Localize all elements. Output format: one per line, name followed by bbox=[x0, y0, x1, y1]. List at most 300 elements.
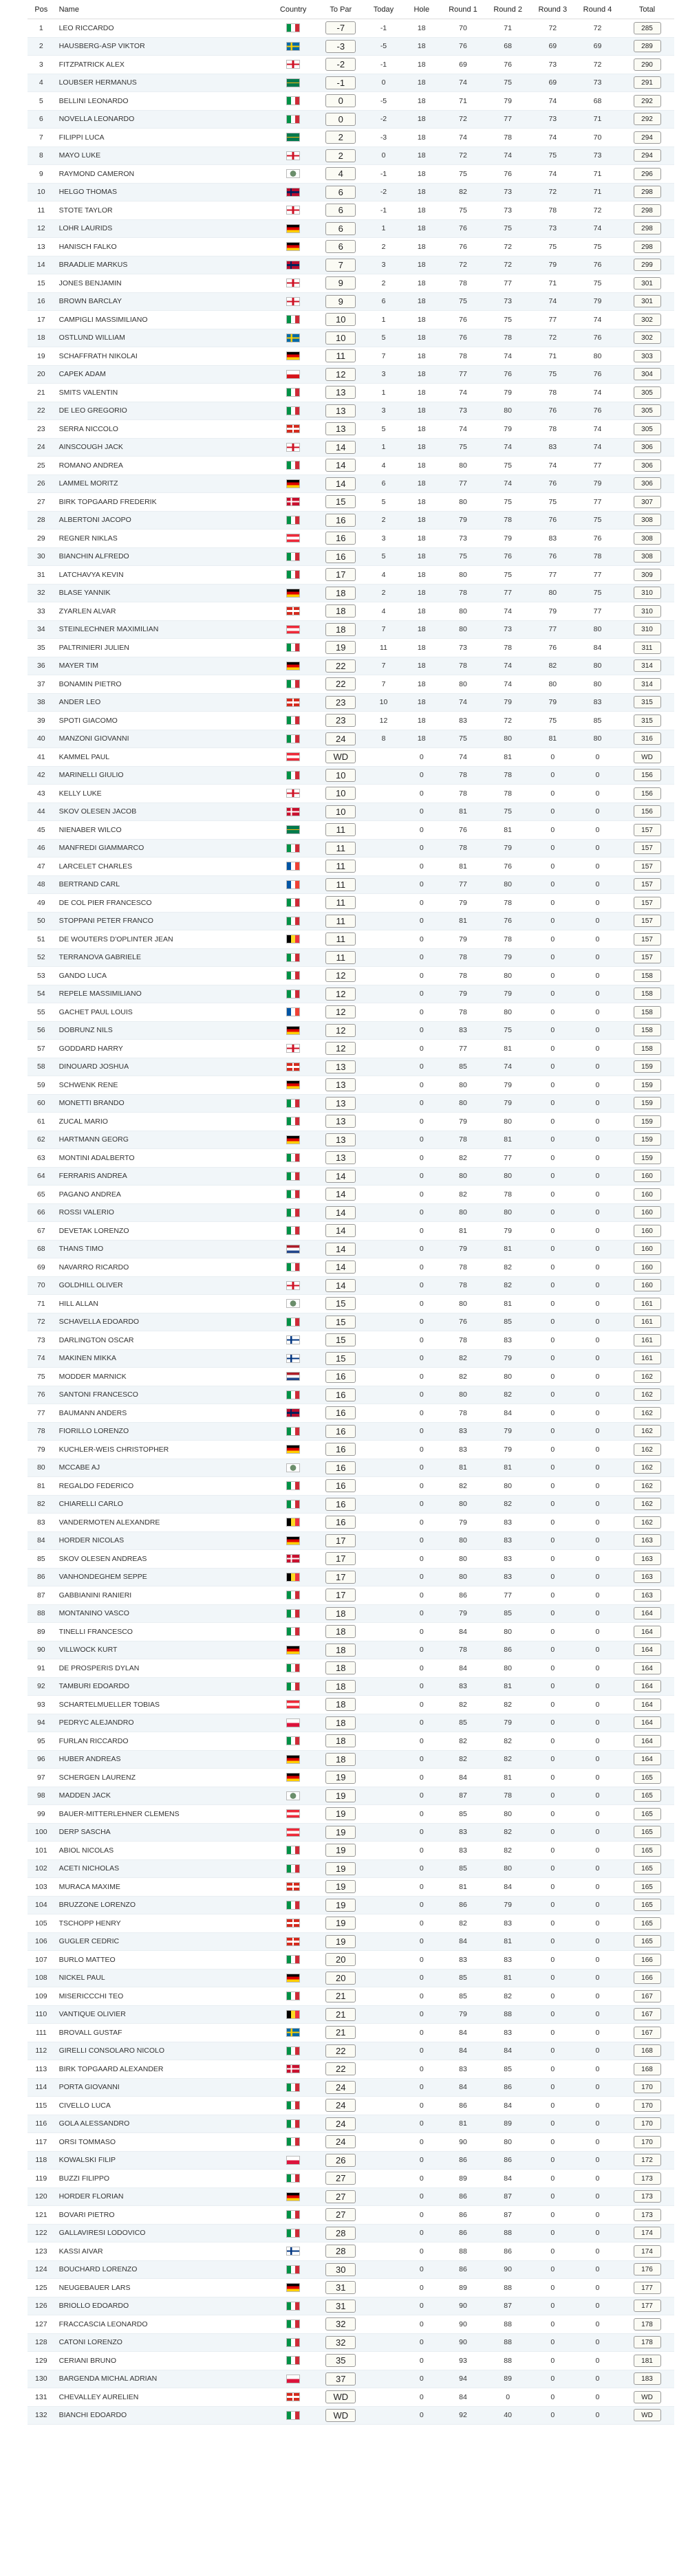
table-row[interactable] bbox=[28, 2115, 674, 2134]
player-name[interactable]: MADDEN JACK bbox=[58, 1791, 111, 1800]
table-row[interactable] bbox=[28, 949, 674, 968]
hole-count: 0 bbox=[419, 1518, 424, 1527]
table-row[interactable] bbox=[28, 1787, 674, 1806]
player-name[interactable]: TSCHOPP HENRY bbox=[58, 1919, 121, 1928]
player-name[interactable]: BROWN BARCLAY bbox=[58, 297, 122, 306]
player-name[interactable]: MANFREDI GIAMMARCO bbox=[58, 844, 144, 853]
player-name[interactable]: SPOTI GIACOMO bbox=[58, 716, 118, 725]
header-round-2[interactable]: Round 2 bbox=[493, 5, 522, 14]
table-row[interactable] bbox=[28, 1222, 674, 1241]
table-row[interactable] bbox=[28, 712, 674, 730]
table-row[interactable] bbox=[28, 238, 674, 256]
player-name[interactable]: VANHONDEGHEM SEPPE bbox=[58, 1573, 147, 1582]
table-row[interactable] bbox=[28, 402, 674, 421]
table-row[interactable] bbox=[28, 1914, 674, 1933]
table-row[interactable] bbox=[28, 2370, 674, 2389]
table-row[interactable] bbox=[28, 420, 674, 439]
player-name[interactable]: LARCELET CHARLES bbox=[58, 862, 133, 871]
player-name[interactable]: KELLY LUKE bbox=[58, 789, 102, 798]
header-country[interactable]: Country bbox=[279, 5, 307, 14]
table-row[interactable] bbox=[28, 1678, 674, 1696]
table-row[interactable] bbox=[28, 1550, 674, 1569]
player-name[interactable]: BIRK TOPGAARD ALEXANDER bbox=[58, 2064, 164, 2073]
player-name[interactable]: NICKEL PAUL bbox=[58, 1974, 105, 1983]
table-row[interactable] bbox=[28, 1131, 674, 1150]
player-name[interactable]: ORSI TOMMASO bbox=[58, 2137, 116, 2146]
table-row[interactable] bbox=[28, 730, 674, 749]
to-par-cell bbox=[317, 2044, 365, 2057]
player-name[interactable]: MURACA MAXIME bbox=[58, 1882, 120, 1891]
player-name[interactable]: HELGO THOMAS bbox=[58, 188, 117, 197]
player-name[interactable]: NAVARRO RICARDO bbox=[58, 1263, 129, 1271]
player-name[interactable]: BERTRAND CARL bbox=[58, 880, 120, 889]
player-name[interactable]: LEO RICCARDO bbox=[58, 23, 114, 32]
table-row[interactable] bbox=[28, 566, 674, 585]
player-name[interactable]: HILL ALLAN bbox=[58, 1299, 98, 1308]
player-name[interactable]: BELLINI LEONARDO bbox=[58, 96, 129, 105]
player-name[interactable]: ROSSI VALERIO bbox=[58, 1208, 114, 1217]
player-name[interactable]: CHEVALLEY AURELIEN bbox=[58, 2392, 139, 2401]
table-row[interactable] bbox=[28, 1659, 674, 1678]
player-name[interactable]: TERRANOVA GABRIELE bbox=[58, 953, 142, 962]
to-par-box: 2 bbox=[325, 149, 356, 162]
player-name[interactable]: DEVETAK LORENZO bbox=[58, 1226, 129, 1235]
table-row[interactable] bbox=[28, 1040, 674, 1058]
player-name[interactable]: PALTRINIERI JULIEN bbox=[58, 643, 129, 652]
table-row[interactable] bbox=[28, 1623, 674, 1641]
row-pos: 122 bbox=[35, 2229, 47, 2238]
table-row[interactable] bbox=[28, 1459, 674, 1478]
table-row[interactable] bbox=[28, 19, 674, 38]
total-cell bbox=[620, 204, 674, 217]
player-name[interactable]: KOWALSKI FILIP bbox=[58, 2156, 116, 2165]
round-2-score: 78 bbox=[504, 516, 512, 525]
table-row[interactable] bbox=[28, 2242, 674, 2261]
table-row[interactable] bbox=[28, 1241, 674, 1259]
player-name[interactable]: OSTLUND WILLIAM bbox=[58, 334, 125, 342]
table-row[interactable] bbox=[28, 1441, 674, 1459]
player-name[interactable]: SCHARTELMUELLER TOBIAS bbox=[58, 1700, 160, 1709]
player-name[interactable]: PORTA GIOVANNI bbox=[58, 2083, 120, 2092]
table-row[interactable] bbox=[28, 1350, 674, 1368]
player-name[interactable]: GOLA ALESSANDRO bbox=[58, 2119, 130, 2128]
player-name[interactable]: BIRK TOPGAARD FREDERIK bbox=[58, 497, 157, 506]
table-row[interactable] bbox=[28, 602, 674, 621]
table-row[interactable] bbox=[28, 1732, 674, 1751]
table-row[interactable] bbox=[28, 1842, 674, 1860]
table-row[interactable] bbox=[28, 1897, 674, 1915]
table-row[interactable] bbox=[28, 1095, 674, 1113]
table-row[interactable] bbox=[28, 1641, 674, 1660]
player-name[interactable]: VILLWOCK KURT bbox=[58, 1646, 118, 1655]
table-row[interactable] bbox=[28, 876, 674, 895]
player-name[interactable]: GOLDHILL OLIVER bbox=[58, 1281, 123, 1290]
table-row[interactable] bbox=[28, 2334, 674, 2353]
table-row[interactable] bbox=[28, 639, 674, 657]
table-row[interactable] bbox=[28, 1186, 674, 1204]
header-pos[interactable]: Pos bbox=[34, 5, 48, 14]
player-name[interactable]: ACETI NICHOLAS bbox=[58, 1864, 120, 1873]
table-row[interactable] bbox=[28, 1751, 674, 1769]
table-row[interactable] bbox=[28, 1878, 674, 1897]
round-1-score: 82 bbox=[459, 188, 467, 197]
table-row[interactable] bbox=[28, 675, 674, 694]
player-name[interactable]: GIRELLI CONSOLARO NICOLO bbox=[58, 2046, 165, 2055]
player-name[interactable]: BIANCHI EDOARDO bbox=[58, 2411, 127, 2420]
table-row[interactable] bbox=[28, 2315, 674, 2334]
table-row[interactable] bbox=[28, 1386, 674, 1405]
player-name[interactable]: STOTE TAYLOR bbox=[58, 206, 113, 215]
player-name[interactable]: BOUCHARD LORENZO bbox=[58, 2265, 138, 2274]
table-row[interactable] bbox=[28, 2297, 674, 2316]
player-name[interactable]: CIVELLO LUCA bbox=[58, 2101, 111, 2110]
player-name[interactable]: TAMBURI EDOARDO bbox=[58, 1682, 130, 1691]
table-row[interactable] bbox=[28, 821, 674, 840]
table-row[interactable] bbox=[28, 1295, 674, 1313]
player-name[interactable]: CHIARELLI CARLO bbox=[58, 1500, 123, 1509]
flag-icon bbox=[286, 315, 300, 324]
flag-icon bbox=[286, 334, 300, 342]
player-name[interactable]: HUBER ANDREAS bbox=[58, 1755, 121, 1764]
player-name[interactable]: DARLINGTON OSCAR bbox=[58, 1335, 134, 1344]
player-name[interactable]: TINELLI FRANCESCO bbox=[58, 1627, 133, 1636]
player-name[interactable]: CAMPIGLI MASSIMILIANO bbox=[58, 315, 148, 324]
table-row[interactable] bbox=[28, 1805, 674, 1824]
player-name[interactable]: VANDERMOTEN ALEXANDRE bbox=[58, 1518, 160, 1527]
player-name[interactable]: BROVALL GUSTAF bbox=[58, 2028, 122, 2037]
player-name[interactable]: MODDER MARNICK bbox=[58, 1372, 127, 1381]
player-name[interactable]: SCHAFFRATH NIKOLAI bbox=[58, 351, 138, 360]
header-total[interactable]: Total bbox=[638, 5, 656, 14]
player-name[interactable]: RAYMOND CAMERON bbox=[58, 169, 135, 178]
player-name[interactable]: BIANCHIN ALFREDO bbox=[58, 552, 129, 561]
table-row[interactable] bbox=[28, 694, 674, 712]
player-name[interactable]: REPELE MASSIMILIANO bbox=[58, 990, 142, 998]
player-name[interactable]: DE LEO GREGORIO bbox=[58, 406, 127, 415]
table-row[interactable] bbox=[28, 74, 674, 93]
table-row[interactable] bbox=[28, 1514, 674, 1532]
round-3-score: 79 bbox=[548, 698, 557, 707]
player-name[interactable]: BLASE YANNIK bbox=[58, 589, 111, 598]
total-box: 314 bbox=[634, 678, 661, 690]
header-round-3[interactable]: Round 3 bbox=[538, 5, 568, 14]
player-name[interactable]: BOVARI PIETRO bbox=[58, 2210, 115, 2219]
player-name[interactable]: CAPEK ADAM bbox=[58, 370, 106, 379]
table-row[interactable] bbox=[28, 329, 674, 348]
player-name[interactable]: REGNER NIKLAS bbox=[58, 534, 118, 543]
table-row[interactable] bbox=[28, 930, 674, 949]
table-row[interactable] bbox=[28, 1987, 674, 2006]
player-name[interactable]: LOHR LAURIDS bbox=[58, 224, 113, 233]
player-name[interactable]: STOPPANI PETER FRANCO bbox=[58, 917, 153, 926]
player-name[interactable]: BURLO MATTEO bbox=[58, 1955, 116, 1964]
table-row[interactable] bbox=[28, 2206, 674, 2225]
table-row[interactable] bbox=[28, 2188, 674, 2207]
table-row[interactable] bbox=[28, 2024, 674, 2042]
table-row[interactable] bbox=[28, 1769, 674, 1787]
table-row[interactable] bbox=[28, 1204, 674, 1223]
table-row[interactable] bbox=[28, 2352, 674, 2370]
row-pos: 94 bbox=[36, 1718, 45, 1727]
player-name[interactable]: MONETTI BRANDO bbox=[58, 1099, 125, 1108]
table-row[interactable] bbox=[28, 1714, 674, 1733]
player-name[interactable]: GUGLER CEDRIC bbox=[58, 1937, 120, 1946]
player-name[interactable]: MONTANINO VASCO bbox=[58, 1609, 129, 1618]
table-row[interactable] bbox=[28, 2279, 674, 2297]
player-name[interactable]: NEUGEBAUER LARS bbox=[58, 2283, 131, 2292]
player-name[interactable]: KASSI AIVAR bbox=[58, 2247, 103, 2256]
player-name[interactable]: DOBRUNZ NILS bbox=[58, 1026, 113, 1035]
to-par-cell bbox=[317, 769, 365, 782]
player-name[interactable]: SANTONI FRANCESCO bbox=[58, 1390, 138, 1399]
table-row[interactable] bbox=[28, 2097, 674, 2115]
flag-icon bbox=[286, 990, 300, 998]
table-row[interactable] bbox=[28, 439, 674, 457]
table-row[interactable] bbox=[28, 2133, 674, 2152]
player-name[interactable]: DE PROSPERIS DYLAN bbox=[58, 1663, 140, 1672]
table-row[interactable] bbox=[28, 1003, 674, 1022]
total-cell bbox=[620, 550, 674, 563]
table-row[interactable] bbox=[28, 2388, 674, 2407]
table-row[interactable] bbox=[28, 2060, 674, 2079]
player-name[interactable]: HORDER FLORIAN bbox=[58, 2192, 124, 2201]
flag-icon bbox=[286, 388, 300, 397]
table-row[interactable] bbox=[28, 1423, 674, 1441]
table-row[interactable] bbox=[28, 384, 674, 402]
table-row[interactable] bbox=[28, 1860, 674, 1879]
table-row[interactable] bbox=[28, 1331, 674, 1350]
table-row[interactable] bbox=[28, 1586, 674, 1605]
table-row[interactable] bbox=[28, 184, 674, 202]
table-row[interactable] bbox=[28, 129, 674, 147]
table-row[interactable] bbox=[28, 147, 674, 166]
table-row[interactable] bbox=[28, 548, 674, 567]
round-2-score: 79 bbox=[504, 1226, 512, 1235]
player-name[interactable]: LAMMEL MORITZ bbox=[58, 479, 118, 488]
table-row[interactable] bbox=[28, 111, 674, 129]
player-name[interactable]: GODDARD HARRY bbox=[58, 1044, 123, 1053]
player-name[interactable]: DE WOUTERS D'OPLINTER JEAN bbox=[58, 935, 173, 943]
header-round-1[interactable]: Round 1 bbox=[449, 5, 477, 14]
table-row[interactable] bbox=[28, 311, 674, 329]
player-name[interactable]: PEDRYC ALEJANDRO bbox=[58, 1718, 134, 1727]
table-row[interactable] bbox=[28, 1058, 674, 1077]
player-name[interactable]: SKOV OLESEN ANDREAS bbox=[58, 1554, 147, 1563]
table-row[interactable] bbox=[28, 2152, 674, 2170]
table-row[interactable] bbox=[28, 1368, 674, 1386]
header-round-4[interactable]: Round 4 bbox=[583, 5, 612, 14]
table-row[interactable] bbox=[28, 1022, 674, 1040]
player-name[interactable]: MAYO LUKE bbox=[58, 151, 101, 160]
player-name[interactable]: MAYER TIM bbox=[58, 662, 98, 670]
player-name[interactable]: LATCHAVYA KEVIN bbox=[58, 570, 124, 579]
table-row[interactable] bbox=[28, 1605, 674, 1624]
table-row[interactable] bbox=[28, 1569, 674, 1587]
player-name[interactable]: MCCABE AJ bbox=[58, 1463, 100, 1472]
player-name[interactable]: ZUCAL MARIO bbox=[58, 1117, 108, 1126]
table-row[interactable] bbox=[28, 1969, 674, 1988]
player-name[interactable]: JONES BENJAMIN bbox=[58, 279, 122, 287]
player-name[interactable]: ABIOL NICOLAS bbox=[58, 1846, 114, 1855]
player-name[interactable]: SERRA NICCOLO bbox=[58, 424, 118, 433]
table-row[interactable] bbox=[28, 621, 674, 640]
player-name[interactable]: BARGENDA MICHAL ADRIAN bbox=[58, 2375, 158, 2383]
player-name[interactable]: BRIOLLO EDOARDO bbox=[58, 2302, 129, 2311]
table-row[interactable] bbox=[28, 967, 674, 985]
table-row[interactable] bbox=[28, 293, 674, 312]
player-name[interactable]: DINOUARD JOSHUA bbox=[58, 1062, 129, 1071]
table-row[interactable] bbox=[28, 767, 674, 785]
player-name[interactable]: REGALDO FEDERICO bbox=[58, 1481, 134, 1490]
table-row[interactable] bbox=[28, 803, 674, 822]
table-row[interactable] bbox=[28, 1933, 674, 1952]
total-box: 305 bbox=[634, 386, 661, 399]
table-row[interactable] bbox=[28, 201, 674, 220]
table-row[interactable] bbox=[28, 1313, 674, 1332]
player-name[interactable]: SCHWENK RENE bbox=[58, 1080, 118, 1089]
table-row[interactable] bbox=[28, 1277, 674, 1296]
table-row[interactable] bbox=[28, 92, 674, 111]
row-pos: 70 bbox=[36, 1281, 45, 1290]
player-name[interactable]: FILIPPI LUCA bbox=[58, 133, 105, 142]
table-row[interactable] bbox=[28, 2170, 674, 2188]
player-name[interactable]: ALBERTONI JACOPO bbox=[58, 516, 131, 525]
player-name[interactable]: BRUZZONE LORENZO bbox=[58, 1901, 136, 1910]
table-row[interactable] bbox=[28, 785, 674, 803]
player-name[interactable]: ZYARLEN ALVAR bbox=[58, 607, 116, 615]
player-name[interactable]: DE COL PIER FRANCESCO bbox=[58, 898, 152, 907]
header-today[interactable]: Today bbox=[373, 5, 394, 14]
header-to-par[interactable]: To Par bbox=[330, 5, 352, 14]
player-name[interactable]: MANZONI GIOVANNI bbox=[58, 734, 129, 743]
table-row[interactable] bbox=[28, 985, 674, 1004]
round-3-score: 0 bbox=[550, 1718, 555, 1727]
table-row[interactable] bbox=[28, 2407, 674, 2425]
table-row[interactable] bbox=[28, 2042, 674, 2061]
player-name[interactable]: FURLAN RICCARDO bbox=[58, 1736, 129, 1745]
player-name[interactable]: NIENABER WILCO bbox=[58, 825, 122, 834]
table-row[interactable] bbox=[28, 512, 674, 530]
table-row[interactable] bbox=[28, 2079, 674, 2097]
table-row[interactable] bbox=[28, 493, 674, 512]
table-row[interactable] bbox=[28, 457, 674, 475]
table-row[interactable] bbox=[28, 530, 674, 548]
round-1-score: 85 bbox=[459, 1062, 467, 1071]
player-name[interactable]: BONAMIN PIETRO bbox=[58, 679, 122, 688]
player-name[interactable]: FRACCASCIA LEONARDO bbox=[58, 2320, 148, 2328]
player-name[interactable]: BUZZI FILIPPO bbox=[58, 2174, 110, 2183]
player-name[interactable]: AINSCOUGH JACK bbox=[58, 443, 123, 452]
table-row[interactable] bbox=[28, 657, 674, 676]
table-row[interactable] bbox=[28, 1168, 674, 1186]
table-row[interactable] bbox=[28, 38, 674, 56]
table-row[interactable] bbox=[28, 1258, 674, 1277]
player-name[interactable]: VANTIQUE OLIVIER bbox=[58, 2010, 126, 2019]
player-name[interactable]: BRAADLIE MARKUS bbox=[58, 261, 128, 270]
player-name[interactable]: ROMANO ANDREA bbox=[58, 461, 123, 470]
player-name[interactable]: THANS TIMO bbox=[58, 1245, 104, 1254]
player-name[interactable]: BAUMANN ANDERS bbox=[58, 1408, 127, 1417]
round-2-score: 80 bbox=[504, 971, 512, 980]
player-name[interactable]: MONTINI ADALBERTO bbox=[58, 1153, 135, 1162]
player-name[interactable]: KUCHLER-WEIS CHRISTOPHER bbox=[58, 1445, 169, 1454]
table-row[interactable] bbox=[28, 1824, 674, 1842]
table-row[interactable] bbox=[28, 585, 674, 603]
table-row[interactable] bbox=[28, 274, 674, 293]
player-name[interactable]: SCHAVELLA EDOARDO bbox=[58, 1318, 140, 1327]
header-name[interactable]: Name bbox=[58, 5, 79, 14]
player-name[interactable]: ANDER LEO bbox=[58, 698, 101, 707]
player-name[interactable]: HANISCH FALKO bbox=[58, 242, 117, 251]
player-name[interactable]: CATONI LORENZO bbox=[58, 2338, 122, 2347]
player-name[interactable]: LOUBSER HERMANUS bbox=[58, 78, 137, 87]
table-row[interactable] bbox=[28, 748, 674, 767]
player-name[interactable]: PAGANO ANDREA bbox=[58, 1190, 121, 1199]
table-row[interactable] bbox=[28, 1076, 674, 1095]
header-hole[interactable]: Hole bbox=[413, 5, 430, 14]
table-row[interactable] bbox=[28, 894, 674, 913]
table-row[interactable] bbox=[28, 1113, 674, 1131]
player-name[interactable]: GABBIANINI RANIERI bbox=[58, 1591, 132, 1600]
table-row[interactable] bbox=[28, 1149, 674, 1168]
table-row[interactable] bbox=[28, 475, 674, 494]
player-name[interactable]: FERRARIS ANDREA bbox=[58, 1172, 127, 1181]
table-row[interactable] bbox=[28, 2225, 674, 2243]
player-name[interactable]: GACHET PAUL LOUIS bbox=[58, 1007, 133, 1016]
table-row[interactable] bbox=[28, 1696, 674, 1714]
player-name[interactable]: BAUER-MITTERLEHNER CLEMENS bbox=[58, 1809, 180, 1818]
table-row[interactable] bbox=[28, 1477, 674, 1496]
table-row[interactable] bbox=[28, 2261, 674, 2280]
player-name[interactable]: MAKINEN MIKKA bbox=[58, 1354, 117, 1363]
player-name[interactable]: NOVELLA LEONARDO bbox=[58, 115, 135, 124]
table-row[interactable] bbox=[28, 1496, 674, 1514]
table-row[interactable] bbox=[28, 1532, 674, 1551]
player-name[interactable]: DERP SASCHA bbox=[58, 1828, 111, 1837]
round-1-score: 76 bbox=[459, 1318, 467, 1327]
player-name[interactable]: HORDER NICOLAS bbox=[58, 1536, 125, 1545]
player-name[interactable]: GANDO LUCA bbox=[58, 971, 107, 980]
total-box: 164 bbox=[634, 1662, 661, 1674]
table-row[interactable] bbox=[28, 1404, 674, 1423]
player-name[interactable]: MISERICCCHI TEO bbox=[58, 1991, 124, 2000]
player-name[interactable]: STEINLECHNER MAXIMILIAN bbox=[58, 625, 159, 634]
player-name[interactable]: GALLAVIRESI LODOVICO bbox=[58, 2229, 146, 2238]
table-row[interactable] bbox=[28, 220, 674, 239]
player-name[interactable]: SKOV OLESEN JACOB bbox=[58, 807, 137, 816]
player-name[interactable]: FITZPATRICK ALEX bbox=[58, 60, 125, 69]
table-row[interactable] bbox=[28, 1951, 674, 1969]
table-row[interactable] bbox=[28, 913, 674, 931]
table-row[interactable] bbox=[28, 2006, 674, 2024]
table-row[interactable] bbox=[28, 56, 674, 74]
player-name[interactable]: HAUSBERG-ASP VIKTOR bbox=[58, 42, 145, 51]
table-row[interactable] bbox=[28, 840, 674, 858]
player-name[interactable]: CERIANI BRUNO bbox=[58, 2356, 117, 2365]
player-name[interactable]: SMITS VALENTIN bbox=[58, 388, 118, 397]
table-row[interactable] bbox=[28, 366, 674, 384]
flag-icon bbox=[286, 607, 300, 615]
player-name[interactable]: KAMMEL PAUL bbox=[58, 752, 110, 761]
player-name[interactable]: FIORILLO LORENZO bbox=[58, 1427, 129, 1436]
table-row[interactable] bbox=[28, 165, 674, 184]
table-row[interactable] bbox=[28, 256, 674, 275]
table-row[interactable] bbox=[28, 858, 674, 876]
player-name[interactable]: SCHERGEN LAURENZ bbox=[58, 1773, 136, 1782]
player-name[interactable]: HARTMANN GEORG bbox=[58, 1135, 129, 1144]
player-name[interactable]: MARINELLI GIULIO bbox=[58, 771, 124, 780]
table-row[interactable] bbox=[28, 347, 674, 366]
